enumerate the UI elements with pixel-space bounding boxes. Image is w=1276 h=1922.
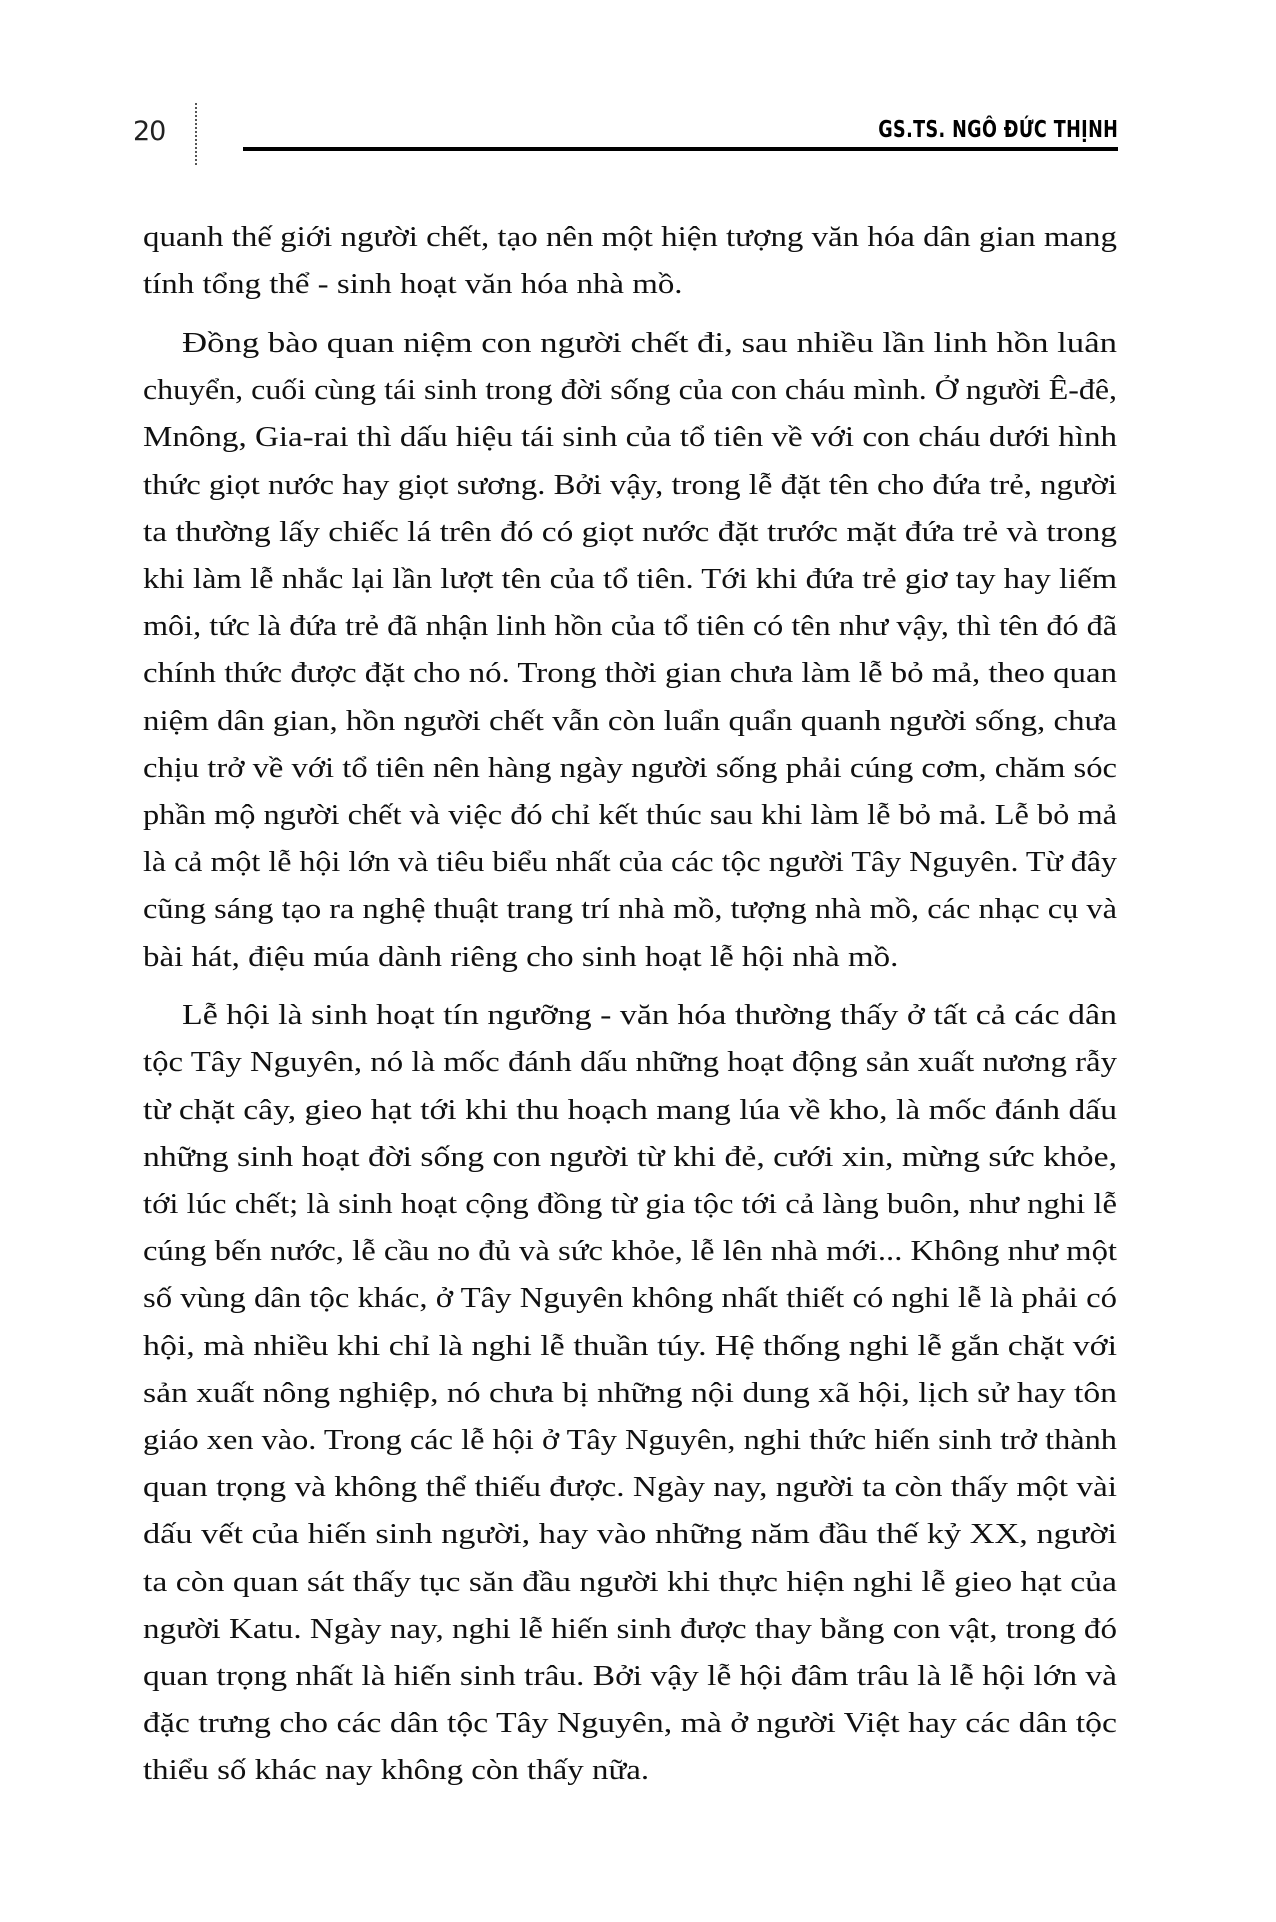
page-number: 20 <box>133 116 166 147</box>
text-line: giáo xen vào. Trong các lễ hội ở Tây Nguyên, nghi thức hiến sinh trở thành <box>143 1425 1117 1456</box>
text-line: quanh thế giới người chết, tạo nên một hiện tượng văn hóa dân gian mang <box>143 222 1117 253</box>
text-line: đặc trưng cho các dân tộc Tây Nguyên, mà ở người Việt hay các dân tộc <box>143 1708 1117 1740</box>
text-line: từ chặt cây, gieo hạt tới khi thu hoạch mang lúa về kho, là mốc đánh dấu <box>143 1094 1117 1126</box>
text-line: hội, mà nhiều khi chỉ là nghi lễ thuần túy. Hệ thống nghi lễ gắn chặt với <box>143 1330 1117 1362</box>
text-line: chuyển, cuối cùng tái sinh trong đời sống của con cháu mình. Ở người Ê-đê, <box>143 375 1117 407</box>
text-line: tộc Tây Nguyên, nó là mốc đánh dấu những hoạt động sản xuất nương rẫy <box>143 1047 1117 1079</box>
text-line: Lễ hội là sinh hoạt tín ngưỡng - văn hóa thường thấy ở tất cả các dân <box>182 1000 1117 1032</box>
text-line: Đồng bào quan niệm con người chết đi, sau nhiều lần linh hồn luân <box>182 327 1117 359</box>
running-head-author: GS.TS. NGÔ ĐỨC THỊNH <box>878 117 1118 143</box>
header-vertical-divider <box>195 103 199 165</box>
text-line: dấu vết của hiến sinh người, hay vào những năm đầu thế kỷ XX, người <box>143 1519 1117 1551</box>
text-line: Mnông, Gia-rai thì dấu hiệu tái sinh của tổ tiên về với con cháu dưới hình <box>143 422 1117 454</box>
text-line: tính tổng thể - sinh hoạt văn hóa nhà mồ. <box>143 269 683 301</box>
header-rule <box>243 147 1118 151</box>
text-line: môi, tức là đứa trẻ đã nhận linh hồn của tổ tiên có tên như vậy, thì tên đó đã <box>143 611 1117 643</box>
text-line: chịu trở về với tổ tiên nên hàng ngày người sống phải cúng cơm, chăm sóc <box>143 752 1117 784</box>
text-line: thức giọt nước hay giọt sương. Bởi vậy, trong lễ đặt tên cho đứa trẻ, người <box>143 469 1117 501</box>
text-line: những sinh hoạt đời sống con người từ khi đẻ, cưới xin, mừng sức khỏe, <box>143 1141 1117 1173</box>
text-line: quan trọng nhất là hiến sinh trâu. Bởi vậy lễ hội đâm trâu là lễ hội lớn và <box>143 1661 1117 1692</box>
text-line: bài hát, điệu múa dành riêng cho sinh hoạt lễ hội nhà mồ. <box>143 941 899 973</box>
text-line: tới lúc chết; là sinh hoạt cộng đồng từ gia tộc tới cả làng buôn, như nghi lễ <box>143 1189 1117 1220</box>
text-line: thiểu số khác nay không còn thấy nữa. <box>143 1755 650 1787</box>
text-line: người Katu. Ngày nay, nghi lễ hiến sinh được thay bằng con vật, trong đó <box>143 1613 1117 1645</box>
text-line: chính thức được đặt cho nó. Trong thời gian chưa làm lễ bỏ mả, theo quan <box>143 658 1117 690</box>
text-line: là cả một lễ hội lớn và tiêu biểu nhất của các tộc người Tây Nguyên. Từ đây <box>143 847 1117 879</box>
text-line: cũng sáng tạo ra nghệ thuật trang trí nhà mồ, tượng nhà mồ, các nhạc cụ và <box>143 894 1117 926</box>
text-line: sản xuất nông nghiệp, nó chưa bị những nội dung xã hội, lịch sử hay tôn <box>143 1377 1117 1409</box>
text-line: phần mộ người chết và việc đó chỉ kết thúc sau khi làm lễ bỏ mả. Lễ bỏ mả <box>143 799 1117 831</box>
text-line: ta còn quan sát thấy tục săn đầu người khi thực hiện nghi lễ gieo hạt của <box>143 1566 1117 1598</box>
text-line: số vùng dân tộc khác, ở Tây Nguyên không nhất thiết có nghi lễ là phải có <box>143 1283 1117 1315</box>
text-line: quan trọng và không thể thiếu được. Ngày nay, người ta còn thấy một vài <box>143 1472 1117 1504</box>
text-line: niệm dân gian, hồn người chết vẫn còn luẩn quẩn quanh người sống, chưa <box>143 705 1117 737</box>
text-line: cúng bến nước, lễ cầu no đủ và sức khỏe, lễ lên nhà mới... Không như một <box>143 1236 1117 1268</box>
text-line: ta thường lấy chiếc lá trên đó có giọt nước đặt trước mặt đứa trẻ và trong <box>143 516 1117 548</box>
text-line: khi làm lễ nhắc lại lần lượt tên của tổ tiên. Tới khi đứa trẻ giơ tay hay liếm <box>143 563 1117 595</box>
